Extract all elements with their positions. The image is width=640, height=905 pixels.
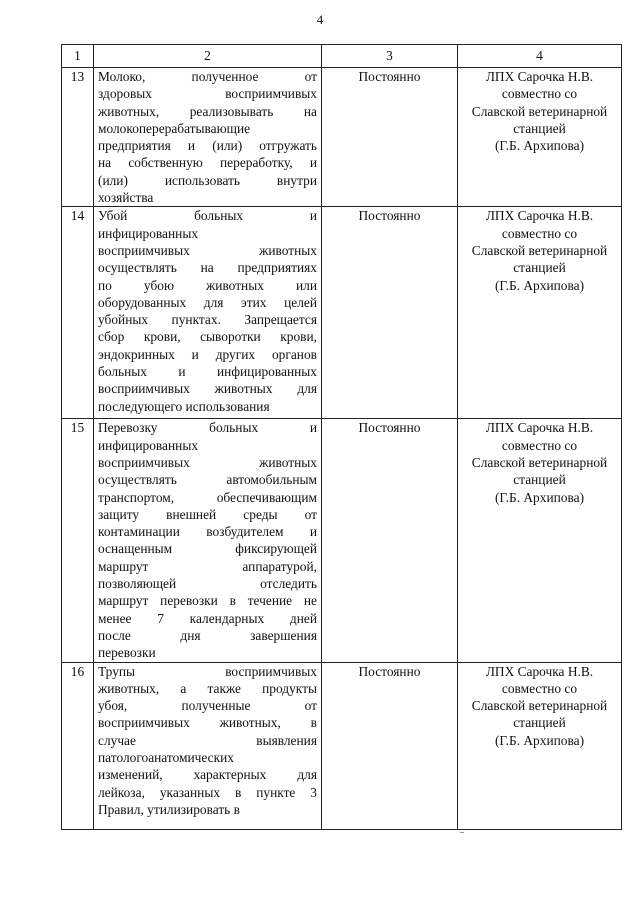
description-line: животных, а также продукты [98,680,317,696]
measure-description [94,419,322,662]
description-line: патологоанатомических [98,750,234,766]
description-line: восприимчивых животных для [98,381,317,397]
responsible-line: станцией [513,260,566,276]
description-line: сбор крови, сыворотки крови, [98,329,317,345]
description-line: убоя, полученные от [98,698,317,714]
description-line: случае выявления [98,732,317,748]
measure-description [94,68,322,207]
responsible-cell [458,419,622,662]
responsible-line: Славской ветеринарной [471,454,608,470]
description-line: больных и инфицированных [98,364,317,380]
description-line: осуществлять автомобильным [98,472,317,488]
table-row [62,419,622,662]
responsible-line: станцией [513,120,566,136]
table-row [62,68,622,207]
responsible-line: Славской ветеринарной [471,103,608,119]
description-line: менее 7 календарных дней [98,610,317,626]
description-line: Молоко, полученное от [98,69,317,84]
description-line: хозяйства [98,190,154,206]
description-line: (или) использовать внутри [98,172,317,188]
responsible-line: совместно со [501,225,578,241]
row-number: 15 [62,419,94,662]
table-header-row [62,45,622,68]
description-line: убойных пунктах. Запрещается [98,312,317,328]
responsible-line: (Г.Б. Архипова) [494,277,585,293]
responsible-line: станцией [513,472,566,488]
description-line: оснащенным фиксирующей [98,541,317,557]
column-header-3: 3 [322,45,458,68]
description-line: перевозки [98,645,156,661]
description-line: маршрут аппаратурой, [98,558,317,574]
description-line: маршрут перевозки в течение не [98,593,317,609]
row-number: 13 [62,68,94,207]
responsible-line: совместно со [501,86,578,102]
table-row [62,662,622,829]
description-line: транспортом, обеспечивающим [98,489,317,505]
description-line: защиту внешней среды от [98,506,317,522]
description-line: восприимчивых животных [98,242,317,258]
responsible-line: ЛПХ Сарочка Н.В. [485,69,594,84]
description-line: эндокринных и других органов [98,346,317,362]
responsible-line: ЛПХ Сарочка Н.В. [485,420,594,436]
term-cell: Постоянно [322,207,458,419]
description-line: последующего использования [98,398,270,414]
column-header-4: 4 [458,45,622,68]
description-line: изменений, характерных для [98,767,317,783]
row-number: 16 [62,662,94,829]
description-line: Убой больных и [98,208,317,224]
table-body [62,68,622,830]
description-line: на собственную переработку, и [98,155,317,171]
description-line: контаминации возбудителем и [98,524,317,540]
responsible-cell [458,68,622,207]
responsible-line: ЛПХ Сарочка Н.В. [485,208,594,224]
description-line: здоровых восприимчивых [98,86,317,102]
description-line: восприимчивых животных, в [98,715,317,731]
description-line: инфицированных [98,437,199,453]
description-line: Перевозку больных и [98,420,317,436]
responsible-line: ЛПХ Сарочка Н.В. [485,663,594,679]
row-number: 14 [62,207,94,419]
measure-description [94,207,322,419]
page-number: 4 [316,12,324,27]
responsible-line: (Г.Б. Архипова) [494,732,585,748]
responsible-line: станцией [513,715,566,731]
term-cell: Постоянно [322,419,458,662]
description-line: молокоперерабатывающие [98,120,251,136]
responsible-cell [458,207,622,419]
column-header-1: 1 [62,45,94,68]
measures-table [61,44,622,830]
description-line: Трупы восприимчивых [98,663,317,679]
column-header-2: 2 [94,45,322,68]
responsible-line: (Г.Б. Архипова) [494,138,585,154]
description-line: лейкоза, указанных в пункте 3 [98,784,317,800]
term-cell: Постоянно [322,68,458,207]
description-line: восприимчивых животных [98,454,317,470]
description-line: позволяющей отследить [98,576,317,592]
description-line: предприятия и (или) отгружать [98,138,317,154]
term-cell: Постоянно [322,662,458,829]
description-line: по убою животных или [98,277,317,293]
table-row [62,207,622,419]
responsible-line: совместно со [501,437,578,453]
responsible-cell [458,662,622,829]
measure-description [94,662,322,829]
description-line: инфицированных [98,225,199,241]
responsible-line: Славской ветеринарной [471,242,608,258]
responsible-line: Славской ветеринарной [471,698,608,714]
description-line: оборудованных для этих целей [98,294,317,310]
responsible-line: совместно со [501,680,578,696]
scan-mark [460,832,464,833]
description-line: осуществлять на предприятиях [98,260,317,276]
responsible-line: (Г.Б. Архипова) [494,489,585,505]
description-line: животных, реализовывать на [98,103,317,119]
description-line: после дня завершения [98,627,317,643]
description-line: Правил, утилизировать в [98,801,240,817]
